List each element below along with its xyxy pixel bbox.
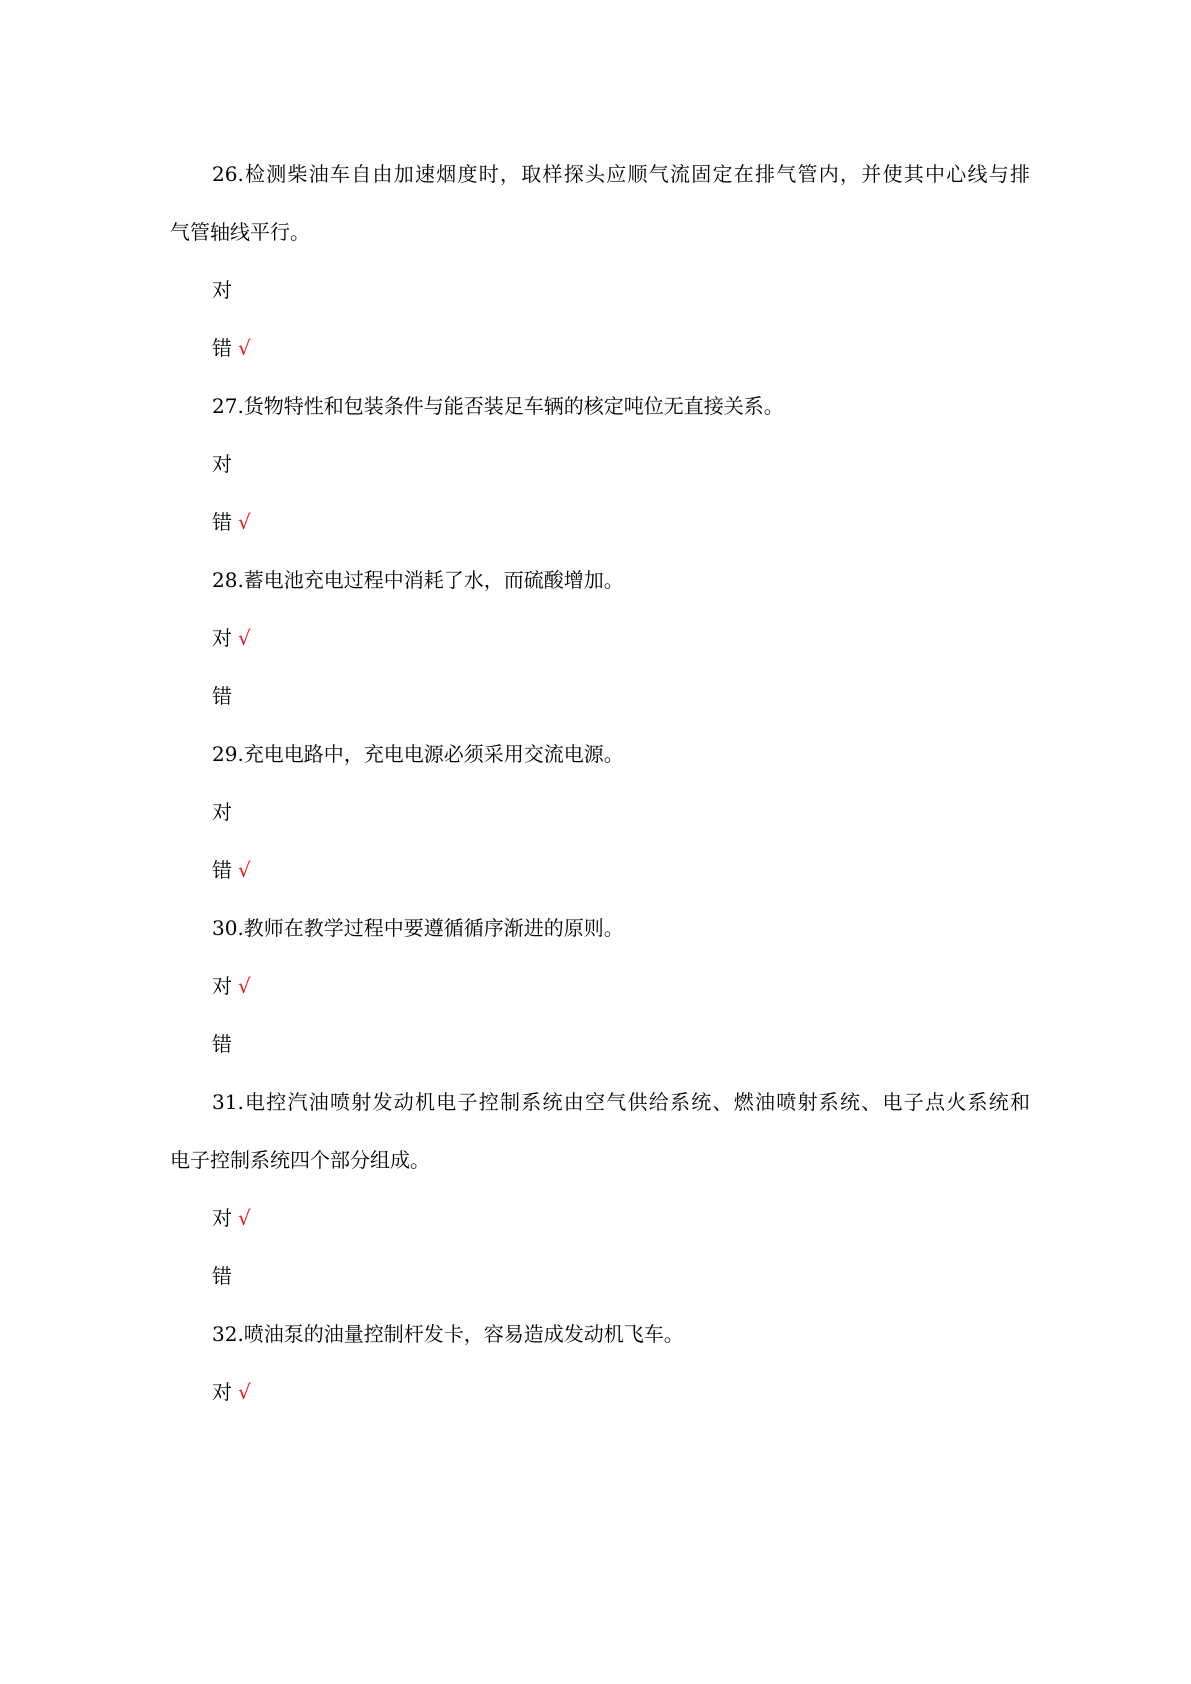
question-29-text-line-1: 29.充电电路中，充电电源必须采用交流电源。 (212, 742, 624, 766)
question-27-option-false (212, 508, 1072, 536)
question-26-text-line-1: 26.检测柴油车自由加速烟度时，取样探头应顺气流固定在排气管内，并使其中心线与排 (212, 162, 1030, 186)
question-30-text-line-1: 30.教师在教学过程中要遵循循序渐进的原则。 (212, 916, 624, 940)
check-mark-icon: √ (238, 1206, 251, 1230)
option-label: 错 (212, 1032, 232, 1056)
question-30-option-true (212, 972, 1072, 1000)
question-26-option-false (212, 334, 1072, 362)
option-label: 对 (212, 800, 232, 824)
check-mark-icon: √ (238, 510, 251, 534)
question-28-option-true (212, 624, 1072, 652)
option-label: 对 (212, 278, 232, 302)
check-mark-icon: √ (238, 1380, 251, 1404)
question-31-option-false (212, 1262, 1072, 1290)
question-26-option-true (212, 276, 1072, 304)
option-label: 错 (212, 336, 232, 360)
question-31-text-line-1: 31.电控汽油喷射发动机电子控制系统由空气供给系统、燃油喷射系统、电子点火系统和 (212, 1090, 1030, 1114)
option-label: 对 (212, 1206, 232, 1230)
check-mark-icon: √ (238, 858, 251, 882)
check-mark-icon: √ (238, 974, 251, 998)
question-29-option-true (212, 798, 1072, 826)
check-mark-icon: √ (238, 626, 251, 650)
option-label: 错 (212, 858, 232, 882)
question-29-option-false (212, 856, 1072, 884)
question-30-option-false (212, 1030, 1072, 1058)
question-32-text-line-1: 32.喷油泵的油量控制杆发卡，容易造成发动机飞车。 (212, 1322, 684, 1346)
question-28-text-line-1: 28.蓄电池充电过程中消耗了水，而硫酸增加。 (212, 568, 624, 592)
question-27-option-true (212, 450, 1072, 478)
question-32-option-true (212, 1378, 1072, 1406)
question-28-option-false (212, 682, 1072, 710)
question-31-option-true (212, 1204, 1072, 1232)
option-label: 错 (212, 1264, 232, 1288)
check-mark-icon: √ (238, 336, 251, 360)
option-label: 对 (212, 452, 232, 476)
option-label: 对 (212, 974, 232, 998)
option-label: 对 (212, 626, 232, 650)
question-27-text-line-1: 27.货物特性和包装条件与能否装足车辆的核定吨位无直接关系。 (212, 394, 784, 418)
option-label: 对 (212, 1380, 232, 1404)
option-label: 错 (212, 510, 232, 534)
question-26-text-line-2: 气管轴线平行。 (170, 220, 310, 244)
question-31-text-line-2: 电子控制系统四个部分组成。 (170, 1148, 430, 1172)
option-label: 错 (212, 684, 232, 708)
